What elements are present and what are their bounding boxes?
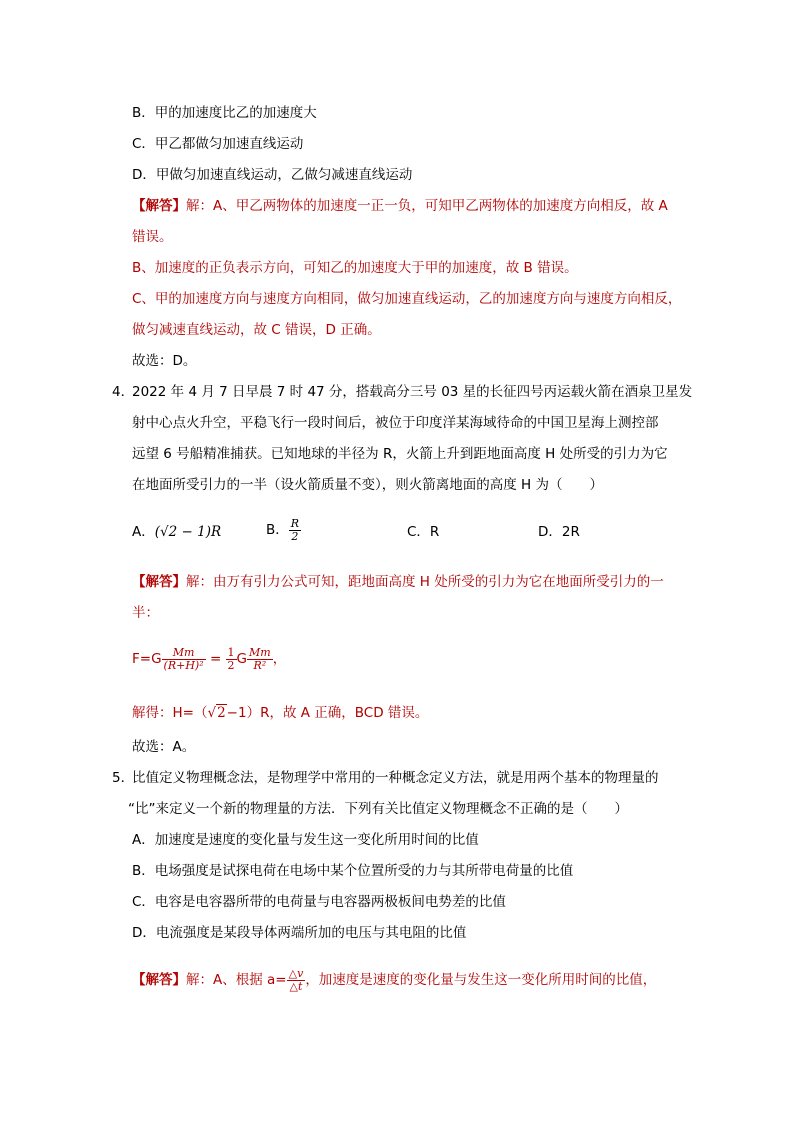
fraction-denominator: 2 <box>227 658 235 672</box>
q4-option-a-formula: (√2 − 1)R <box>154 524 222 540</box>
q4-stem-line-2: 射中心点火升空，平稳飞行一段时间后，被位于印度洋某海域待命的中国卫星海上测控部 <box>132 415 659 431</box>
solution-suffix: −1）R，故 A 正确，BCD 错误。 <box>226 705 429 721</box>
answer-text: 解：A、甲乙两物体的加速度一正一负，可知甲乙两物体的加速度方向相反，故 A <box>186 198 668 214</box>
q3-answer-line-4: C、甲的加速度方向与速度方向相同，做匀加速直线运动，乙的加速度方向与速度方向相反， <box>132 291 682 307</box>
fraction-denominator: 2 <box>289 530 301 543</box>
q4-option-b-prefix: B． <box>266 522 289 538</box>
fraction-denominator: R² <box>247 659 273 672</box>
q5-option-c: C．电容是电容器所带的电荷量与电容器两极板间电势差的比值 <box>132 894 506 910</box>
q4-choose: 故选：A。 <box>132 739 196 755</box>
fraction-numerator: 1 <box>227 645 235 659</box>
q4-solution <box>132 703 428 723</box>
q4-option-a-prefix: A． <box>132 524 155 540</box>
q4-stem-line-3: 远望 6 号船精准捕获。已知地球的半径为 R，火箭上升到距地面高度 H 处所受的引力为它 <box>132 446 668 462</box>
q4-option-c: C．R <box>407 524 440 540</box>
sqrt-radicand: 2 <box>217 705 226 721</box>
solution-prefix: 解得：H=（ <box>132 705 208 721</box>
q4-answer-line-1 <box>132 572 664 592</box>
answer-prefix: 解：A、根据 a= <box>186 972 287 988</box>
q3-answer-line-2: 错误。 <box>132 229 173 245</box>
eq-end: ， <box>272 651 287 667</box>
fraction-numerator: △v <box>288 966 304 980</box>
fraction-denominator: △t <box>287 980 306 993</box>
fraction-numerator: Mm <box>172 645 195 659</box>
answer-tag: 【解答】 <box>132 574 186 590</box>
q3-choose: 故选：D。 <box>132 353 197 369</box>
q4-equation <box>132 645 286 673</box>
q3-option-d: D．甲做匀加速直线运动，乙做匀减速直线运动 <box>132 167 413 183</box>
q5-option-b: B．电场强度是试探电荷在电场中某个位置所受的力与其所带电荷量的比值 <box>132 863 574 879</box>
q5-option-d: D．电流强度是某段导体两端所加的电压与其电阻的比值 <box>132 925 467 941</box>
fraction-numerator: Mm <box>249 645 271 659</box>
eq-f: F=G <box>132 651 162 667</box>
q5-stem-line-1: 比值定义物理概念法，是物理学中常用的一种概念定义方法，就是用两个基本的物理量的 <box>132 770 659 786</box>
fraction-numerator: R <box>290 516 300 530</box>
q4-option-a <box>132 522 221 542</box>
q4-option-b <box>266 516 301 544</box>
eq-fraction-1 <box>162 647 206 672</box>
eq-g: G <box>236 651 248 667</box>
q3-option-b: B．甲的加速度比乙的加速度大 <box>132 105 317 121</box>
q3-answer-line-5: 做匀减速直线运动，故 C 错误，D 正确。 <box>132 322 381 338</box>
eq-equals: = <box>209 651 222 667</box>
q3-option-c: C．甲乙都做匀加速直线运动 <box>132 136 304 152</box>
q5-option-a: A．加速度是速度的变化量与发生这一变化所用时间的比值 <box>132 832 479 848</box>
eq-fraction-2 <box>247 647 273 672</box>
q4-answer-line-2: 半： <box>132 605 159 621</box>
q4-option-d: D．2R <box>538 524 580 540</box>
q5-answer-line-1 <box>132 966 656 994</box>
answer-tag: 【解答】 <box>132 198 186 214</box>
eq-half <box>226 647 237 672</box>
q5-number: 5． <box>112 770 135 786</box>
q4-option-b-fraction <box>289 518 301 543</box>
q4-number: 4． <box>112 384 135 400</box>
answer-tag: 【解答】 <box>132 972 186 988</box>
delta-v-over-delta-t <box>287 968 306 993</box>
answer-suffix: ，加速度是速度的变化量与发生这一变化所用时间的比值， <box>305 972 657 988</box>
q4-stem-line-4: 在地面所受引力的一半（设火箭质量不变），则火箭离地面的高度 H 为（ ） <box>132 477 603 493</box>
q3-answer-line-3: B、加速度的正负表示方向，可知乙的加速度大于甲的加速度，故 B 错误。 <box>132 260 578 276</box>
q5-stem-line-2: “比”来定义一个新的物理量的方法．下列有关比值定义物理概念不正确的是（ ） <box>128 801 628 817</box>
fraction-denominator: (R+H)² <box>163 658 204 672</box>
answer-text: 解：由万有引力公式可知，距地面高度 H 处所受的引力为它在地面所受引力的一 <box>186 574 664 590</box>
q3-answer-line-1 <box>132 196 668 216</box>
sqrt-symbol: √2 <box>207 705 226 721</box>
q4-stem-line-1: 2022 年 4 月 7 日早晨 7 时 47 分，搭载高分三号 03 星的长征四号丙运载火箭在酒泉卫星发 <box>132 384 693 400</box>
